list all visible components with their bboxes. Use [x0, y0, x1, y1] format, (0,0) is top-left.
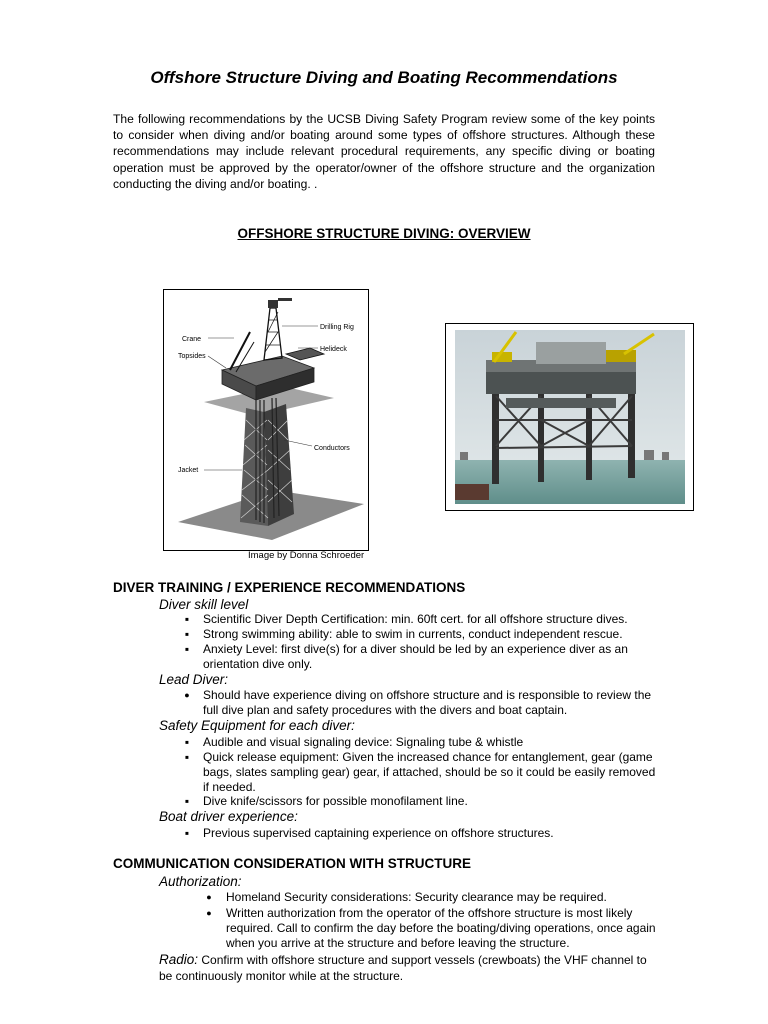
derrick-flag — [278, 298, 292, 301]
lead-diver-subheading: Lead Diver: — [159, 672, 229, 687]
list-item — [180, 642, 660, 672]
round-bullet-icon: ● — [206, 892, 212, 902]
training-heading: DIVER TRAINING / EXPERIENCE RECOMMENDATIONS — [113, 580, 466, 595]
square-bullet-icon: ▪ — [184, 750, 190, 764]
round-bullet-icon: ● — [184, 690, 190, 700]
list-item — [202, 906, 662, 951]
photo-sea — [455, 460, 685, 504]
list-item-text: Anxiety Level: first dive(s) for a diver should be led by an experience diver as an orientation dive only. — [203, 642, 628, 671]
platform-diagram-figure — [163, 289, 369, 551]
overview-heading: OFFSHORE STRUCTURE DIVING: OVERVIEW — [237, 226, 531, 241]
platform-photo — [446, 324, 693, 510]
list-item — [180, 688, 660, 718]
safety-equipment-subheading: Safety Equipment for each diver: — [159, 718, 355, 733]
radio-text: Confirm with offshore structure and support vessels (crewboats) the VHF channel to be continuously monitor while at the structure. — [159, 953, 647, 983]
list-item-text: Scientific Diver Depth Certification: min. 60ft cert. for all offshore structure dives. — [203, 612, 628, 626]
boat-driver-subheading: Boat driver experience: — [159, 809, 298, 824]
round-bullet-icon: ● — [206, 908, 212, 918]
label-jacket: Jacket — [178, 467, 199, 474]
photo-cellar-deck — [506, 398, 616, 408]
label-conductors: Conductors — [314, 445, 350, 452]
list-item — [180, 735, 660, 750]
list-item-text: Written authorization from the operator of the offshore structure is most likely required. Call to confirm the day before the boating/diving operations, once again when you arrive at the structure and before leaving the structure. — [226, 906, 656, 950]
platform-photo-figure — [445, 323, 694, 511]
photo-yellow-module-2 — [606, 350, 636, 362]
square-bullet-icon: ▪ — [184, 794, 190, 808]
radio-label: Radio: — [159, 952, 199, 967]
communication-heading: COMMUNICATION CONSIDERATION WITH STRUCTURE — [113, 856, 471, 871]
drilling-derrick — [264, 308, 282, 360]
list-item — [180, 826, 660, 841]
list-item-text: Should have experience diving on offshore structure and is responsible to review the full dive plan and safety procedures with the divers and boat captain. — [203, 688, 652, 717]
label-drilling-rig: Drilling Rig — [320, 324, 354, 331]
label-crane: Crane — [182, 336, 202, 343]
photo-modules — [536, 342, 606, 364]
platform-diagram — [164, 290, 368, 550]
label-helideck: Helideck — [320, 346, 347, 353]
list-item — [180, 750, 660, 795]
radio-paragraph — [159, 952, 659, 984]
helideck-shape — [286, 348, 324, 360]
square-bullet-icon: ▪ — [184, 612, 190, 626]
list-item-text: Strong swimming ability: able to swim in currents, conduct independent rescue. — [203, 627, 623, 641]
list-item-text: Homeland Security considerations: Security clearance may be required. — [226, 890, 607, 904]
square-bullet-icon: ▪ — [184, 735, 190, 749]
intro-paragraph: The following recommendations by the UCSB Diving Safety Program review some of the key points to consider when diving and/or boating around some types of offshore structures. Although these recommendations may include relevant procedural requirements, any specific diving or boating operation must be approved by the operator/owner of the offshore structure and the organization conducting the diving and/or boating. . — [113, 112, 655, 191]
list-item — [180, 627, 660, 642]
authorization-subheading: Authorization: — [159, 874, 242, 889]
list-item-text: Quick release equipment: Given the increased chance for entanglement, gear (game bags, slates sampling gear) gear, if attached, should be so it could be easily removed if needed. — [203, 750, 656, 794]
list-item-text: Previous supervised captaining experience on offshore structures. — [203, 826, 554, 840]
list-item — [180, 794, 660, 809]
photo-main-deck — [486, 372, 636, 394]
skill-subheading: Diver skill level — [159, 597, 249, 612]
list-item — [180, 612, 660, 627]
square-bullet-icon: ▪ — [184, 826, 190, 840]
square-bullet-icon: ▪ — [184, 642, 190, 656]
list-item-text: Dive knife/scissors for possible monofilament line. — [203, 794, 468, 808]
photo-boat — [455, 484, 489, 500]
derrick-top — [268, 300, 278, 308]
document-title: Offshore Structure Diving and Boating Recommendations — [150, 68, 618, 87]
list-item — [202, 890, 662, 905]
figure-caption: Image by Donna Schroeder — [248, 550, 365, 561]
square-bullet-icon: ▪ — [184, 627, 190, 641]
list-item-text: Audible and visual signaling device: Signaling tube & whistle — [203, 735, 524, 749]
label-topsides: Topsides — [178, 353, 206, 360]
